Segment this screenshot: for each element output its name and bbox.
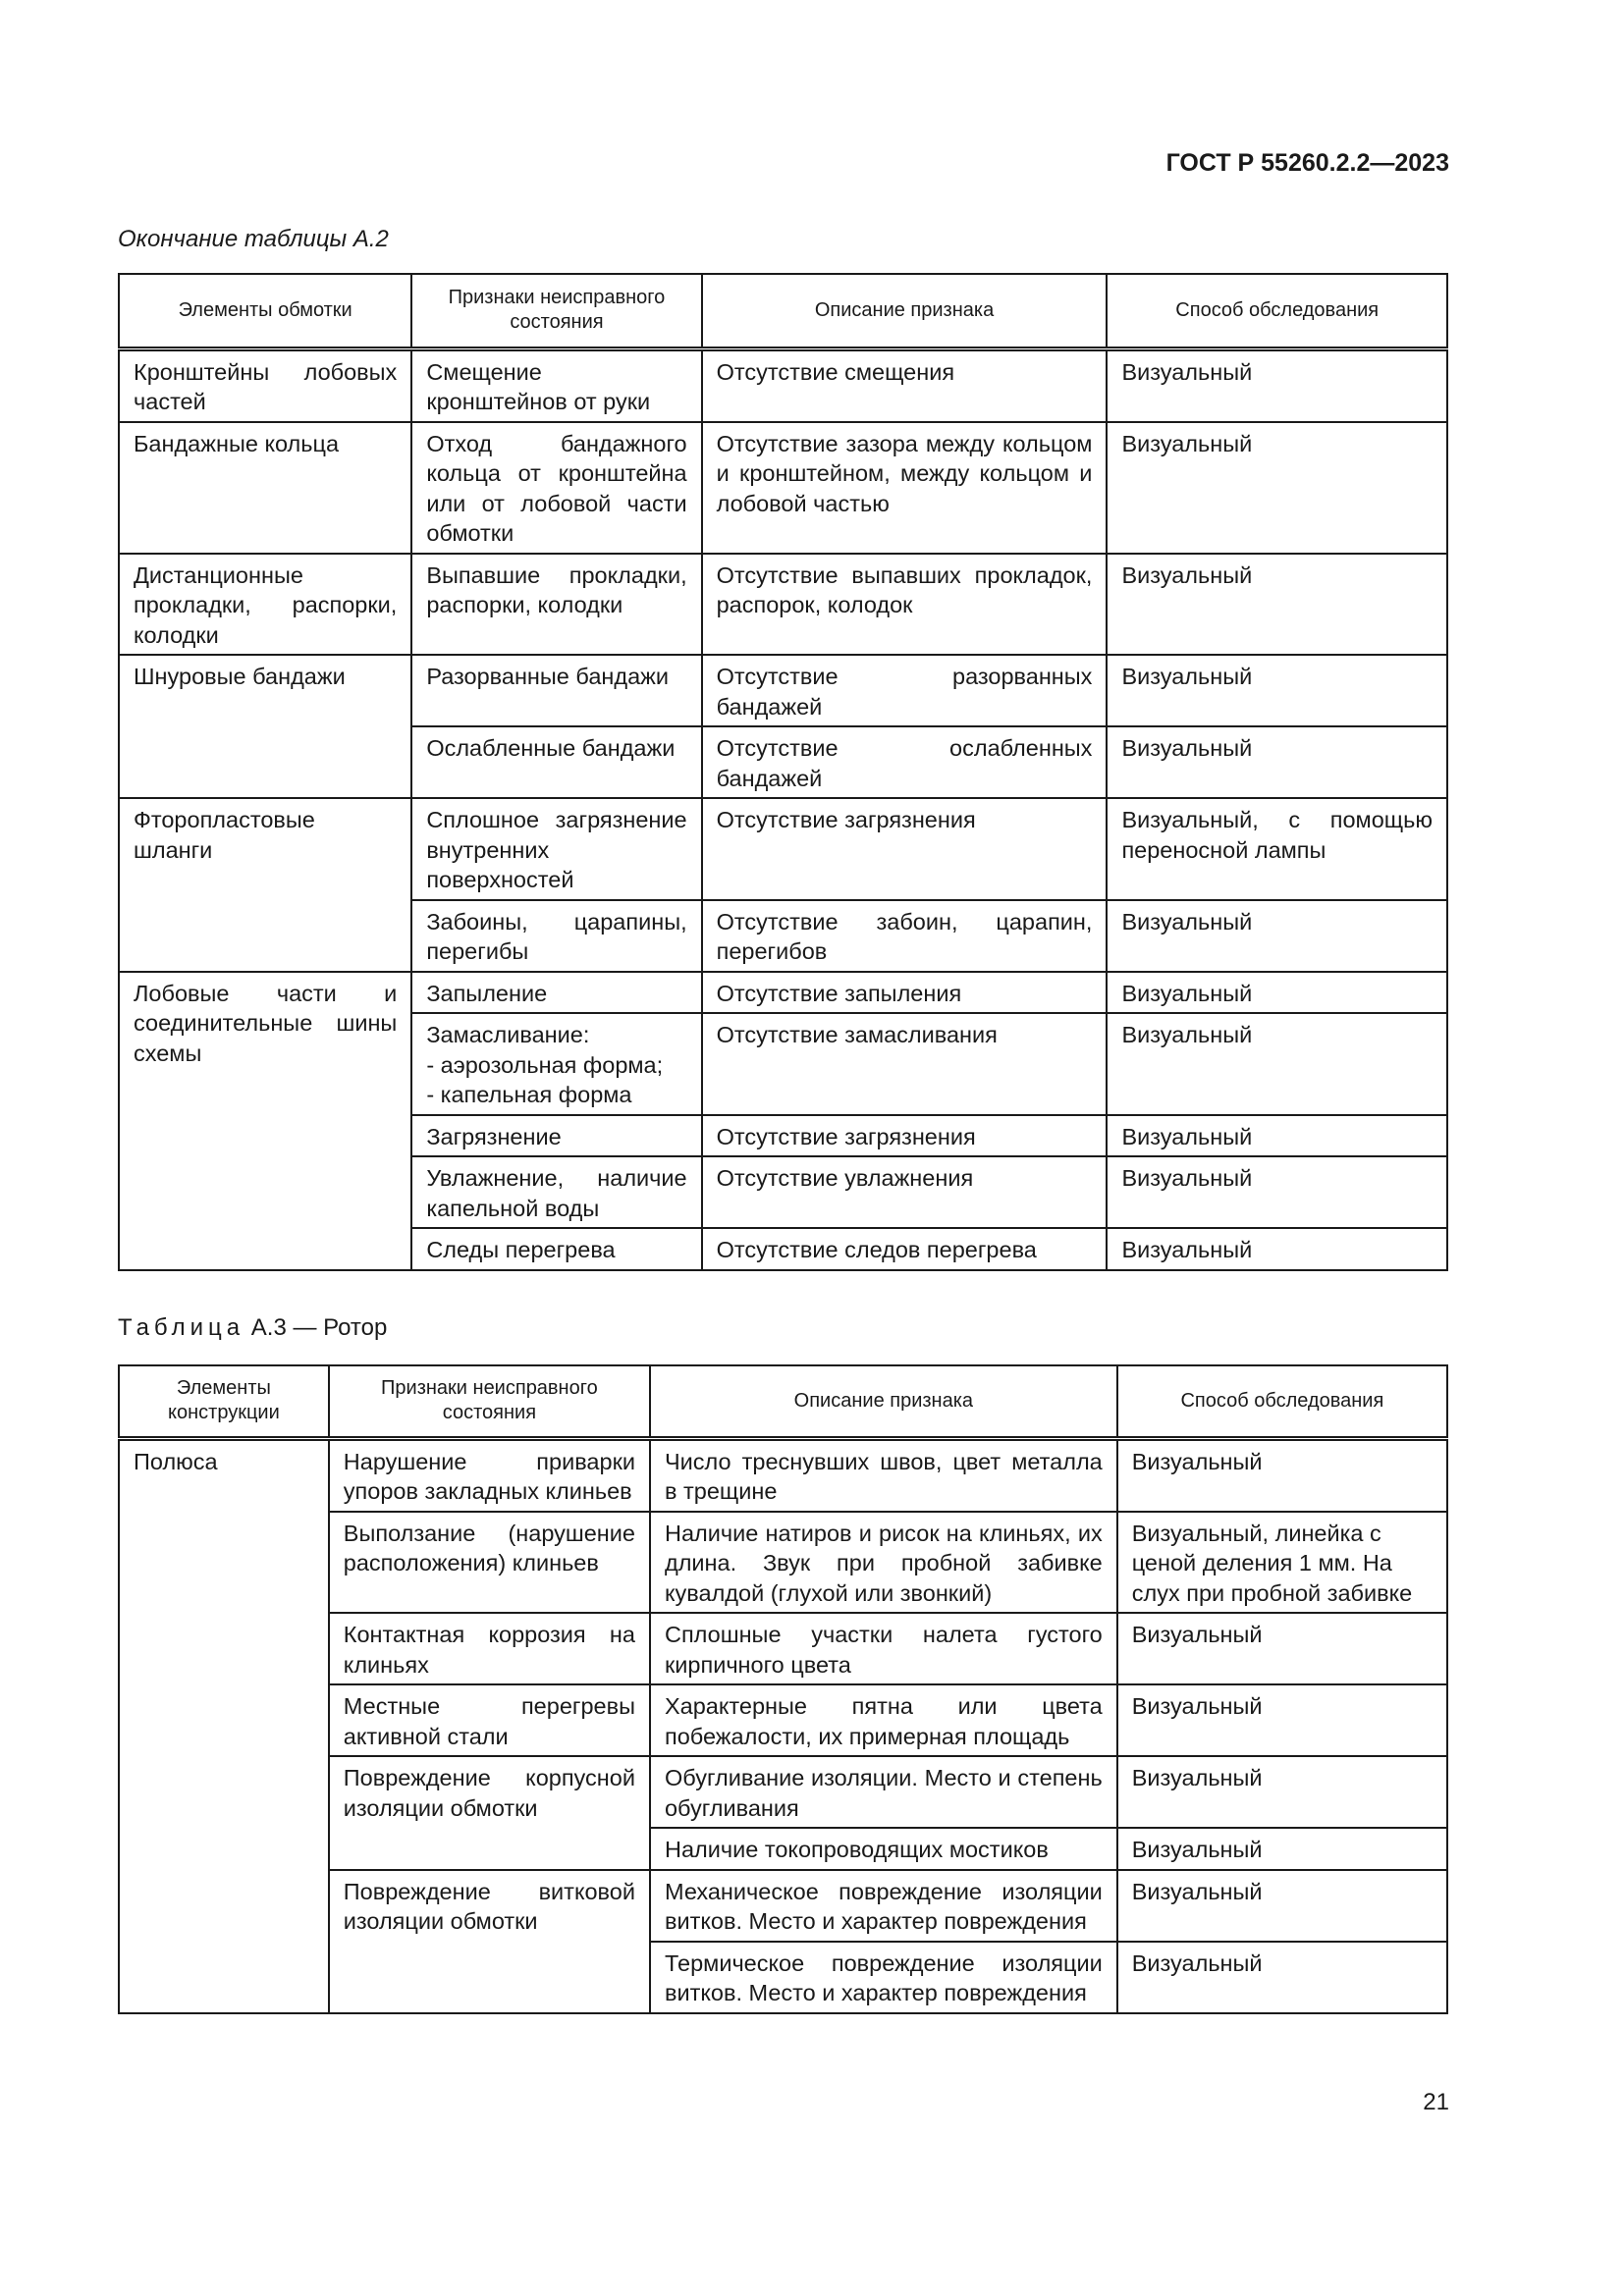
- sign-cell: Разорванные бандажи: [411, 655, 701, 726]
- caption-title: А.3 — Ротор: [250, 1314, 388, 1341]
- element-cell: Шнуровые бандажи: [119, 655, 411, 798]
- sign-cell: Запыление: [411, 972, 701, 1014]
- description-cell: Отсутствие забоин, царапин, перегибов: [702, 900, 1108, 972]
- element-cell: Бандажные кольца: [119, 422, 411, 554]
- description-cell: Отсутствие следов перегрева: [702, 1228, 1108, 1270]
- sign-cell: Выползание (нарушение расположения) клиньев: [329, 1512, 650, 1614]
- description-cell: Число треснувших швов, цвет металла в трещине: [650, 1438, 1117, 1512]
- sign-cell: Местные перегревы активной стали: [329, 1684, 650, 1756]
- method-cell: Визуальный, с помощью переносной лампы: [1107, 798, 1447, 900]
- element-cell: Дистанционные прокладки, распорки, колодки: [119, 554, 411, 656]
- method-cell: Визуальный: [1107, 348, 1447, 422]
- sign-line: - капельная форма: [426, 1082, 632, 1107]
- sign-cell: Увлажнение, наличие капельной воды: [411, 1156, 701, 1228]
- table-row: [119, 422, 1447, 554]
- column-header: Способ обследования: [1117, 1365, 1447, 1438]
- method-cell: Визуальный: [1107, 655, 1447, 726]
- table-row: [119, 554, 1447, 656]
- column-header: Элементы обмотки: [119, 274, 411, 348]
- sign-cell: Отход бандажного кольца от кронштейна или от лобовой части обмотки: [411, 422, 701, 554]
- method-cell: Визуальный: [1117, 1942, 1447, 2013]
- description-cell: Сплошные участки налета густого кирпичного цвета: [650, 1613, 1117, 1684]
- description-cell: Наличие натиров и рисок на клиньях, их длина. Звук при пробной забивке кувалдой (глухой или звонкий): [650, 1512, 1117, 1614]
- element-cell: Кронштейны лобовых частей: [119, 348, 411, 422]
- description-cell: Характерные пятна или цвета побежалости, их примерная площадь: [650, 1684, 1117, 1756]
- description-cell: Наличие токопроводящих мостиков: [650, 1828, 1117, 1870]
- column-header: Описание признака: [702, 274, 1108, 348]
- description-cell: Отсутствие замасливания: [702, 1013, 1108, 1115]
- method-cell: Визуальный: [1107, 1156, 1447, 1228]
- method-cell: Визуальный: [1117, 1438, 1447, 1512]
- sign-cell: Следы перегрева: [411, 1228, 701, 1270]
- description-cell: Отсутствие смещения: [702, 348, 1108, 422]
- sign-cell: Сплошное загрязнение внутренних поверхностей: [411, 798, 701, 900]
- document-designation: ГОСТ Р 55260.2.2—2023: [1165, 149, 1449, 177]
- column-header: Способ обследования: [1107, 274, 1447, 348]
- description-cell: Термическое повреждение изоляции витков. Место и характер повреждения: [650, 1942, 1117, 2013]
- method-cell: Визуальный: [1107, 1115, 1447, 1157]
- column-header: Признаки неисправного состояния: [411, 274, 701, 348]
- method-cell: Визуальный: [1117, 1828, 1447, 1870]
- method-cell: Визуальный: [1107, 726, 1447, 798]
- sign-cell: Выпавшие прокладки, распорки, колодки: [411, 554, 701, 656]
- table-header-row: [119, 274, 1447, 348]
- method-cell: Визуальный: [1117, 1613, 1447, 1684]
- method-cell: Визуальный: [1117, 1756, 1447, 1828]
- method-cell: Визуальный: [1117, 1684, 1447, 1756]
- description-cell: Отсутствие ослабленных бандажей: [702, 726, 1108, 798]
- page-number: 21: [1423, 2089, 1449, 2115]
- table-header-row: [119, 1365, 1447, 1438]
- column-header: Описание признака: [650, 1365, 1117, 1438]
- description-cell: Механическое повреждение изоляции витков. Место и характер повреждения: [650, 1870, 1117, 1942]
- sign-line: - аэрозольная форма;: [426, 1051, 664, 1078]
- caption-prefix: Таблица: [118, 1314, 245, 1341]
- method-cell: Визуальный: [1107, 1013, 1447, 1115]
- sign-cell: Нарушение приварки упоров закладных клиньев: [329, 1438, 650, 1512]
- table-row: [119, 1438, 1447, 1512]
- sign-cell: Забоины, царапины, перегибы: [411, 900, 701, 972]
- method-cell: Визуальный: [1107, 972, 1447, 1014]
- sign-cell: Повреждение корпусной изоляции обмотки: [329, 1756, 650, 1870]
- description-cell: Отсутствие запыления: [702, 972, 1108, 1014]
- method-cell: Визуальный: [1117, 1870, 1447, 1942]
- element-cell: Фторопластовые шланги: [119, 798, 411, 972]
- method-cell: Визуальный, линейка с ценой деления 1 мм. На слух при пробной забивке: [1117, 1512, 1447, 1614]
- sign-cell: Смещение кронштейнов от руки: [411, 348, 701, 422]
- description-cell: Отсутствие загрязнения: [702, 1115, 1108, 1157]
- sign-cell: [411, 1013, 701, 1115]
- table-row: [119, 348, 1447, 422]
- description-cell: Отсутствие зазора между кольцом и кронштейном, между кольцом и лобовой частью: [702, 422, 1108, 554]
- table-a2: [118, 273, 1448, 1271]
- method-cell: Визуальный: [1107, 554, 1447, 656]
- column-header: Элементы конструкции: [119, 1365, 329, 1438]
- element-cell: Лобовые части и соединительные шины схемы: [119, 972, 411, 1270]
- sign-cell: Ослабленные бандажи: [411, 726, 701, 798]
- method-cell: Визуальный: [1107, 422, 1447, 554]
- sign-cell: Повреждение витковой изоляции обмотки: [329, 1870, 650, 2013]
- sign-line: Замасливание:: [426, 1022, 590, 1047]
- method-cell: Визуальный: [1107, 1228, 1447, 1270]
- description-cell: Обугливание изоляции. Место и степень обугливания: [650, 1756, 1117, 1828]
- table-row: [119, 972, 1447, 1014]
- column-header: Признаки неисправного состояния: [329, 1365, 650, 1438]
- table-row: [119, 798, 1447, 900]
- description-cell: Отсутствие выпавших прокладок, распорок, колодок: [702, 554, 1108, 656]
- description-cell: Отсутствие загрязнения: [702, 798, 1108, 900]
- sign-cell: Загрязнение: [411, 1115, 701, 1157]
- table-row: [119, 655, 1447, 726]
- description-cell: Отсутствие увлажнения: [702, 1156, 1108, 1228]
- table-a3: [118, 1364, 1448, 2014]
- description-cell: Отсутствие разорванных бандажей: [702, 655, 1108, 726]
- table-a3-caption: [118, 1314, 387, 1342]
- table-a2-caption: Окончание таблицы А.2: [118, 226, 389, 252]
- sign-cell: Контактная коррозия на клиньях: [329, 1613, 650, 1684]
- element-cell: Полюса: [119, 1438, 329, 2013]
- method-cell: Визуальный: [1107, 900, 1447, 972]
